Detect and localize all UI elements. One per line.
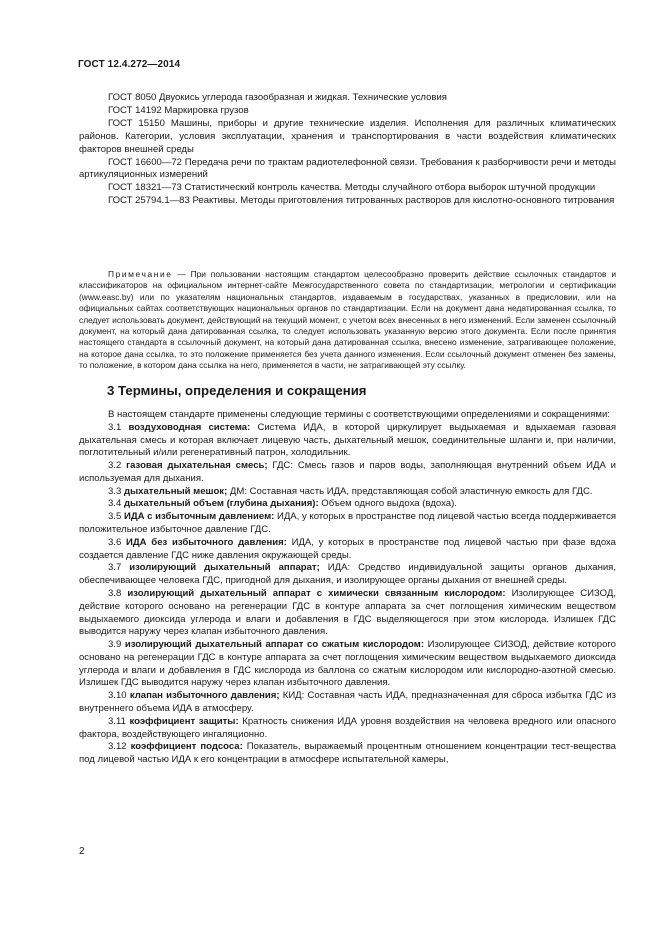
- term-entry: [79, 690, 616, 716]
- term-number: 3.6: [108, 536, 122, 548]
- term-name: дыхательный мешок;: [123, 485, 228, 497]
- term-name: ИДА с избыточным давлением:: [123, 511, 275, 523]
- term-number: 3.11: [108, 715, 126, 727]
- reference-item: ГОСТ 15150 Машины, приборы и другие технические изделия. Исполнения для различных климатических районов. Категории, условия эксплуатации, хранения и транспортирования в части воздействия климатических факторов внешней среды: [79, 117, 616, 155]
- term-entry: [79, 537, 616, 563]
- term-definition: ИДА, у которых в пространстве под лицевой частью всегда поддерживается положительное избыточное давление ГДС.: [79, 511, 617, 536]
- term-entry: [79, 511, 616, 537]
- term-entry: [79, 562, 616, 588]
- term-definition: Показатель, выражаемый процентным отношением концентрации тест-вещества под лицевой частью ИДА к его концентрации в атмосфере испытательной камеры,: [79, 741, 616, 766]
- note-label: Примечание: [108, 269, 173, 279]
- term-name: изолирующий дыхательный аппарат;: [129, 562, 320, 574]
- term-number: 3.7: [108, 562, 122, 574]
- reference-item: ГОСТ 14192 Маркировка грузов: [108, 104, 249, 116]
- term-definition: ГДС: Смесь газов и паров воды, заполняющая внутренний объем ИДА и используемая для дыхания.: [79, 460, 617, 484]
- term-definition: ИДА: Средство индивидуальной защиты органов дыхания, обеспечивающее человека ГДС, пригодной для дыхания, и изолирующее органы дыхания от внешней среды.: [79, 562, 617, 587]
- term-definition: Изолирующее СИЗОД, действие которого основано на регенерации ГДС в контуре аппарата за счет поглощения химическим веществом выдыхаемого диоксида углерода и влаги и добавления в ГДС выделяющегося при этом кислорода. Излишек ГДС выводится наружу через клапан избыточного давления.: [79, 587, 616, 638]
- term-definition: Кратность снижения ИДА уровня воздействия на человека вредного или опасного фактора, воздействующего ингаляционно.: [79, 715, 616, 740]
- term-number: 3.12: [108, 741, 127, 753]
- term-name: газовая дыхательная смесь;: [126, 460, 268, 472]
- term-entry: [79, 741, 616, 767]
- note-dash: —: [172, 269, 191, 279]
- term-entry: [79, 486, 616, 499]
- term-name: изолирующий дыхательный аппарат со сжатым кислородом:: [124, 639, 425, 651]
- term-definition: Объем одного выдоха (вдоха).: [318, 498, 457, 510]
- term-entry: [79, 460, 616, 486]
- term-number: 3.8: [108, 587, 122, 599]
- reference-item: ГОСТ 18321—73 Статистический контроль качества. Методы случайного отбора выборок штучной продукции: [108, 182, 596, 194]
- term-number: 3.9: [108, 639, 122, 651]
- term-definition: КИД: Составная часть ИДА, предназначенная для сброса избытка ГДС из внутреннего объема ИДА в атмосферу.: [79, 690, 616, 714]
- normative-references: [79, 92, 616, 208]
- section-intro: В настоящем стандарте применены следующие термины с соответствующими определениями и сокращениями:: [108, 409, 610, 420]
- term-entry: [79, 716, 616, 742]
- reference-item: ГОСТ 8050 Двуокись углерода газообразная и жидкая. Технические условия: [108, 92, 447, 103]
- term-entry: [79, 422, 616, 460]
- term-number: 3.10: [108, 690, 127, 702]
- term-name: ИДА без избыточного давления:: [126, 536, 287, 548]
- terms-section: [79, 409, 616, 767]
- term-name: коэффициент защиты:: [129, 715, 239, 727]
- term-entry: [79, 639, 616, 690]
- references-note: [79, 269, 616, 372]
- term-name: изолирующий дыхательный аппарат с химически связанным кислородом:: [127, 587, 506, 599]
- term-definition: ДМ: Составная часть ИДА, представляющая собой эластичную емкость для ГДС.: [227, 485, 593, 497]
- standard-code-header: ГОСТ 12.4.272—2014: [78, 59, 181, 70]
- term-number: 3.1: [108, 421, 122, 433]
- term-entry: [79, 498, 616, 511]
- term-name: воздуховодная система:: [128, 421, 251, 433]
- term-number: 3.4: [108, 498, 122, 510]
- term-definition: Изолирующее СИЗОД, действие которого основано на регенерации ГДС в контуре аппарата за счет поглощения химическим веществом выдыхаемого диоксида углерода и влаги и добавления в ГДС кислорода из баллона со сжатым кислородом или кислородно-азотной смесью. Излишек ГДС выводится наружу через клапан избыточного давления.: [79, 639, 616, 689]
- term-number: 3.5: [108, 511, 122, 523]
- reference-item: ГОСТ 16600—72 Передача речи по трактам радиотелефонной связи. Требования к разборчивости речи и методы артикуляционных измерений: [79, 156, 616, 181]
- page-number: 2: [79, 846, 85, 857]
- term-entry: [79, 588, 616, 639]
- term-name: дыхательный объем (глубина дыхания):: [123, 498, 319, 510]
- note-paragraph: [79, 269, 616, 372]
- reference-item: ГОСТ 25794.1—83 Реактивы. Методы приготовления титрованных растворов для кислотно-основного титрования: [108, 195, 615, 207]
- term-name: коэффициент подсоса:: [130, 741, 243, 753]
- term-definition: Система ИДА, в которой циркулирует выдыхаемая и вдыхаемая газовая дыхательная смесь и которая включает лицевую часть, дыхательный мешок, соединительные шланги и, при наличии, поглотительный и/или регенеративный патрон, холодильник.: [79, 421, 617, 459]
- note-text: При пользовании настоящим стандартом целесообразно проверить действие ссылочных стандартов и классификаторов на официальном интернет-сайте Межгосударственного совета по стандартизации, метрологии и сертификации (www.easc.by) или по указателям национальных стандартов, издаваемым в государствах, указанных в предисловии, или на официальных сайтах соответствующих национальных органов по стандартизации. Если на документ дана недатированная ссылка, то следует использовать документ, действующий на текущий момент, с учетом всех внесенных в него изменений. Если заменен ссылочный документ, на который дана датированная ссылка, то следует использовать указанную версию этого документа. Если после принятия настоящего стандарта в ссылочный документ, на который дана датированная ссылка, внесено изменение, затрагивающее положение, на которое дана ссылка, то это положение применяется без учета данного изменения. Если ссылочный документ отменен без замены, то положение, в котором дана ссылка на него, применяется в части, не затрагивающей эту ссылку.: [79, 269, 617, 371]
- section-heading: 3 Термины, определения и сокращения: [107, 383, 367, 398]
- term-name: клапан избыточного давления;: [129, 690, 280, 702]
- term-definition: ИДА, у которых в пространстве под лицевой частью при фазе вдоха создается давление ГДС ниже давления окружающей среды.: [79, 536, 616, 561]
- term-number: 3.3: [108, 485, 122, 497]
- term-number: 3.2: [108, 460, 122, 472]
